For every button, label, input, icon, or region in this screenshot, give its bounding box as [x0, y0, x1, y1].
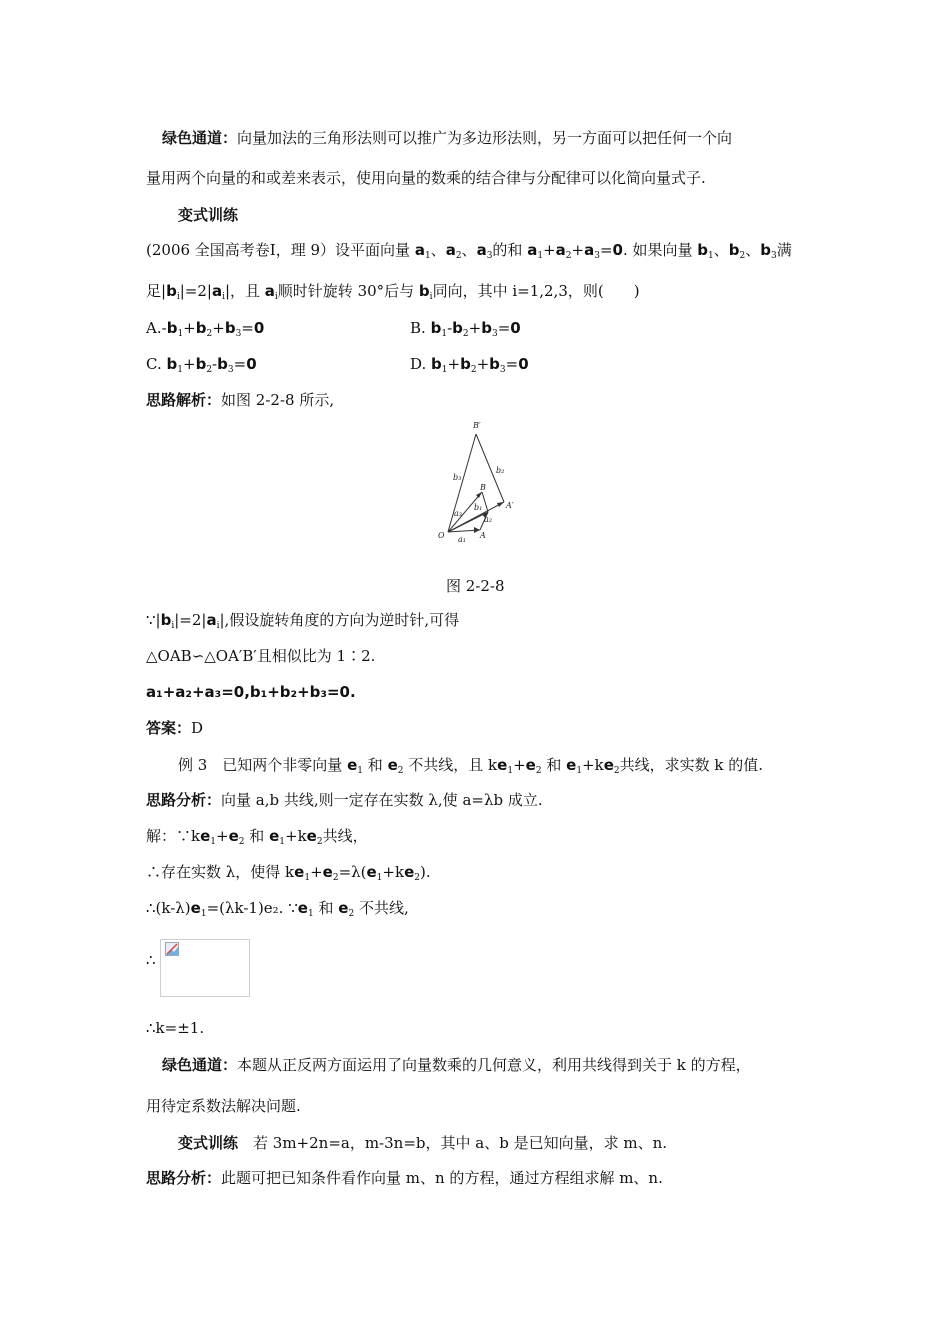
- variant-training-2: 变式训练 若 3m+2n=a，m-3n=b，其中 a、b 是已知向量，求 m、n.: [178, 1134, 668, 1152]
- analysis-1: 思路解析：如图 2-2-8 所示,: [146, 391, 335, 409]
- figure-label: b₃: [453, 473, 462, 482]
- proof-line-1: $\because|b_i|=2|a_i|$,假设旋转角度的方向为逆时针,可得: [146, 611, 460, 631]
- figure-label: a₃: [454, 509, 462, 518]
- equation-image-placeholder: [160, 939, 250, 997]
- analysis-2: 思路分析：向量 a,b 共线,则一定存在实数 λ,使 a=λb 成立.: [146, 791, 543, 809]
- options-row-1: [146, 318, 646, 338]
- figure-label: a₂: [484, 515, 492, 524]
- options-row-2: [146, 354, 646, 374]
- question-line-1: (2006 全国高考卷Ⅰ，理 9）设平面向量 $a_1$、$a_2$、$a_3$的和 $a_1+a_2+a_3=0$. 如果向量 $b_1$、$b_2$、$b_3$满: [146, 241, 792, 261]
- paragraph-1-line-2: 量用两个向量的和或差来表示，使用向量的数乘的结合律与分配律可以化简向量式子.: [146, 169, 706, 187]
- figure-label: A′: [506, 501, 514, 510]
- analysis-3: 思路分析：此题可把已知条件看作向量 m、n 的方程，通过方程组求解 m、n.: [146, 1169, 663, 1187]
- broken-image-icon: [165, 942, 179, 956]
- option-a: $A.-b_1+b_2+b_3=0$: [146, 319, 265, 339]
- question-line-2: 足$|b_i|=2|a_i|$，且 $a_i$顺时针旋转 30°后与 $b_i$同向，其中 i=1,2,3，则( ): [146, 282, 640, 302]
- figure-label: A: [480, 531, 486, 540]
- vector-b3: [448, 434, 476, 532]
- figure-label: B: [480, 483, 486, 492]
- answer: 答案：D: [146, 719, 204, 737]
- solution-line-2: ∴存在实数 λ，使得 $ke_1+e_2=\lambda(e_1+ke_2)$.: [146, 863, 431, 883]
- solution-line-4: ∴: [146, 951, 156, 969]
- solution-line-1: 解：$\because ke_1+e_2$ 和 $e_1+ke_2$共线，: [146, 827, 368, 847]
- option-b: B. $b_1-b_2+b_3=0$: [410, 319, 521, 339]
- paragraph-2-line-2: 用待定系数法解决问题.: [146, 1097, 301, 1115]
- figure-label: a₁: [458, 535, 466, 544]
- green-channel-paragraph-2: 绿色通道：本题从正反两方面运用了向量数乘的几何意义，利用共线得到关于 k 的方程，: [162, 1056, 751, 1074]
- figure-label: B′: [473, 421, 481, 430]
- example-3: 例 3 已知两个非零向量 $e_1$ 和 $e_2$ 不共线，且 $ke_1+e_2$ 和 $e_1+ke_2$共线，求实数 k 的值.: [178, 756, 764, 776]
- figure-label: b₁: [474, 503, 483, 512]
- solution-line-3: $\therefore(k-\lambda)e_1=(\lambda k-1)e_2$. $\because e_1$ 和 $e_2$ 不共线,: [146, 899, 409, 919]
- vector-triangle-figure: [436, 418, 526, 548]
- figure-caption: 图 2-2-8: [446, 577, 505, 595]
- proof-line-3: a₁+a₂+a₃=0,b₁+b₂+b₃=0.: [146, 683, 356, 701]
- proof-line-2: △OAB∽△OA′B′且相似比为 1∶2.: [146, 647, 376, 665]
- figure-label: O: [438, 531, 445, 540]
- green-channel-paragraph-1: 绿色通道：向量加法的三角形法则可以推广为多边形法则，另一方面可以把任何一个向: [162, 129, 733, 147]
- option-c: C. $b_1+b_2-b_3=0$: [146, 355, 257, 375]
- figure-label: b₂: [496, 466, 505, 475]
- solution-line-5: ∴k=±1.: [146, 1019, 205, 1037]
- option-d: D. $b_1+b_2+b_3=0$: [410, 355, 529, 375]
- variant-training-heading: 变式训练: [178, 206, 239, 224]
- green-channel-label: 绿色通道：: [162, 129, 238, 147]
- vector-a3-side: [482, 492, 488, 512]
